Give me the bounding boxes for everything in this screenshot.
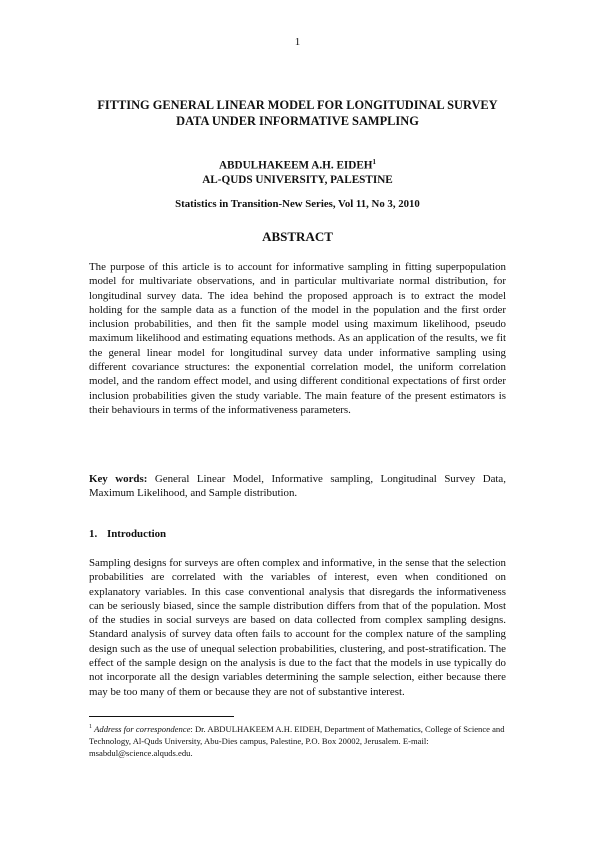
author-block <box>88 155 507 187</box>
footnote-marker: 1 <box>89 724 92 730</box>
footnote-divider <box>89 716 234 717</box>
keywords-label: Key words: <box>89 473 148 485</box>
footnote <box>89 721 506 759</box>
paper-title: FITTING GENERAL LINEAR MODEL FOR LONGITUDINAL SURVEY DATA UNDER INFORMATIVE SAMPLING <box>97 98 498 128</box>
section-heading-introduction <box>89 528 506 540</box>
section-title: Introduction <box>107 528 167 540</box>
introduction-text: Sampling designs for surveys are often complex and informative, in the sense that the selection probabilities are correlated with the variables of interest, even when conditioned on explanatory variables. In this case conventional analysis that disregards the informativeness can be seriously biased, since the sample distribution differs from that of the population. Most of the studies in social surveys are based on data collected from complex sampling designs. Standard analysis of survey data often fails to account for the complex nature of the sampling design such as the use of unequal selection probabilities, clustering, and post-stratification. The effect of the sample design on the analysis is due to the fact that the models in use typically do not incorporate all the design variables determining the sample selection, either because there may be too many of them or because they are not of substantive interest. <box>89 557 506 698</box>
author-footnote-marker: 1 <box>372 158 377 166</box>
section-number: 1. <box>89 528 98 540</box>
page-number: 1 <box>294 36 301 48</box>
abstract-text: The purpose of this article is to account for informative sampling in fitting superpopulation model for multivariate observations, and in particular multivariate normal distribution, for longitudinal survey data. The idea behind the proposed approach is to extract the model holding for the sample data as a function of the model in the population and the first order inclusion probabilities, and then fit the sample model using maximum likelihood, pseudo maximum likelihood and estimating equations methods. As an application of the results, we fit the general linear model for longitudinal survey data under informative sampling using different covariance structures: the exponential correlation model, the uniform correlation model, and the random effect model, and using different conditional expectations of first order inclusion probabilities given the study variable. The main feature of the present estimators is their behaviours in terms of the informativeness parameters. <box>89 261 506 416</box>
footnote-label: Address for correspondence <box>94 723 191 734</box>
journal-reference: Statistics in Transition-New Series, Vol 11, No 3, 2010 <box>175 198 420 210</box>
author-affiliation: AL-QUDS UNIVERSITY, PALESTINE <box>202 173 393 186</box>
keywords-text: General Linear Model, Informative sampling, Longitudinal Survey Data, Maximum Likelihood, and Sample distribution. <box>89 473 506 500</box>
author-name: ABDULHAKEEM A.H. EIDEH <box>218 159 373 172</box>
abstract-heading: ABSTRACT <box>262 229 333 244</box>
keywords <box>89 472 506 501</box>
author-name-line <box>88 155 507 173</box>
footnote-text: : Dr. ABDULHAKEEM A.H. EIDEH, Department of Mathematics, College of Science and Technology, Al-Quds University, Abu-Dies campus, Palestine, P.O. Box 20002, Jerusalem. E-mail: msabdul@science.alquds.edu. <box>89 723 505 758</box>
